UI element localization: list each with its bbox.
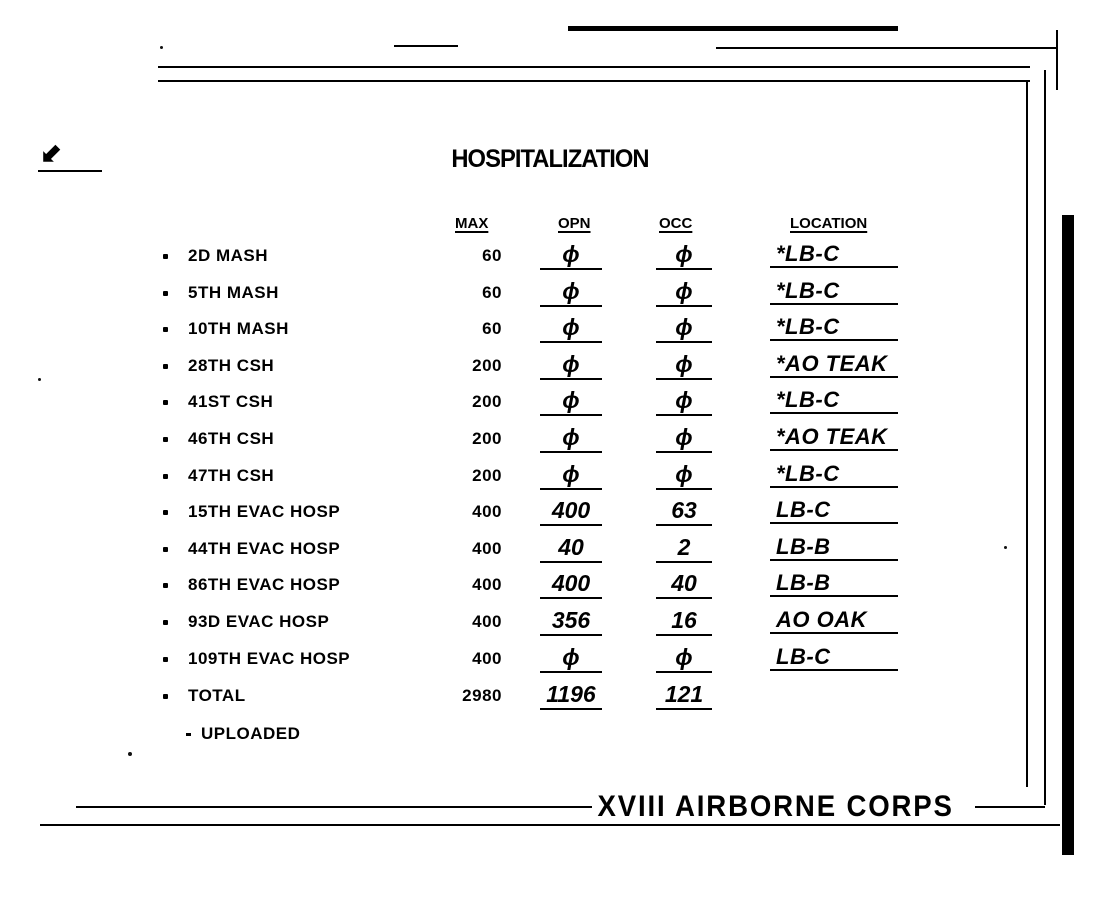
- top-rule-thick: [568, 26, 898, 31]
- unit-name: 44TH EVAC HOSP: [188, 538, 341, 558]
- occ-value: ϕ: [656, 350, 712, 380]
- bullet: [163, 327, 168, 332]
- location-value: *AO TEAK: [770, 350, 898, 378]
- location-value: LB-C: [770, 496, 898, 524]
- unit-name: 46TH CSH: [188, 429, 275, 448]
- occ-value: 2: [656, 533, 712, 563]
- location-value: *LB-C: [770, 313, 898, 341]
- unit-name: 41ST CSH: [188, 392, 274, 412]
- table-row: [0, 352, 1104, 382]
- table-row: [0, 498, 1104, 528]
- unit-name: 93D EVAC HOSP: [188, 612, 330, 631]
- max-capacity: 60: [482, 282, 502, 302]
- location-value: *LB-C: [770, 277, 898, 305]
- page-title: HOSPITALIZATION: [451, 145, 649, 173]
- occ-value: ϕ: [656, 460, 712, 490]
- bullet: [163, 657, 168, 662]
- total-label: TOTAL: [188, 686, 246, 705]
- max-capacity: 200: [472, 429, 502, 448]
- bullet: [163, 400, 168, 405]
- max-capacity: 60: [482, 246, 502, 265]
- max-capacity: 400: [472, 538, 502, 558]
- top-rule-right: [716, 47, 1056, 49]
- location-value: *LB-C: [770, 460, 898, 488]
- table-row: [0, 571, 1104, 601]
- occ-value: ϕ: [656, 423, 712, 453]
- opn-value: 356: [540, 606, 602, 636]
- header-occ: OCC: [659, 215, 693, 232]
- total-row: [0, 682, 1104, 712]
- max-capacity: 400: [472, 648, 502, 668]
- footer-rule-top: [76, 806, 596, 808]
- max-capacity: 400: [472, 502, 502, 522]
- max-capacity: 200: [472, 465, 502, 485]
- opn-value: ϕ: [540, 240, 602, 270]
- frame-top-inner: [158, 80, 1030, 82]
- speck: [128, 752, 132, 756]
- bullet: [163, 620, 168, 625]
- total-occ: 121: [656, 680, 712, 710]
- bullet: [163, 583, 168, 588]
- dash-mark: [186, 733, 191, 736]
- frame-top-outer: [158, 66, 1030, 68]
- bullet: [163, 437, 168, 442]
- unit-name: 10TH MASH: [188, 319, 289, 339]
- opn-value: ϕ: [540, 423, 602, 453]
- bullet: [163, 364, 168, 369]
- location-value: AO OAK: [770, 606, 898, 634]
- unit-name: 2D MASH: [188, 246, 269, 265]
- table-row: [0, 315, 1104, 345]
- location-value: *LB-C: [770, 240, 898, 268]
- table-row: [0, 242, 1104, 272]
- occ-value: ϕ: [656, 277, 712, 307]
- table-row: [0, 535, 1104, 565]
- total-max: 2980: [462, 686, 502, 705]
- occ-value: ϕ: [656, 643, 712, 673]
- table-row: [0, 388, 1104, 418]
- table-row: [0, 608, 1104, 638]
- opn-value: 400: [540, 569, 602, 599]
- unit-name: 47TH CSH: [188, 465, 275, 485]
- margin-arrow-mark: ⬋: [40, 138, 62, 168]
- uploaded-footnote: [186, 724, 300, 744]
- location-value: LB-B: [770, 533, 898, 561]
- unit-name: 15TH EVAC HOSP: [188, 502, 341, 522]
- total-opn: 1196: [540, 680, 602, 710]
- header-max: MAX: [455, 215, 489, 232]
- frame-right-edge: [1056, 30, 1058, 90]
- occ-value: 16: [656, 606, 712, 636]
- footer-rule-bottom: [40, 824, 1060, 826]
- max-capacity: 400: [472, 612, 502, 631]
- max-capacity: 200: [472, 392, 502, 412]
- bullet: [163, 474, 168, 479]
- table-row: [0, 425, 1104, 455]
- bullet: [163, 291, 168, 296]
- footer-rule-right: [975, 806, 1045, 808]
- header-location: LOCATION: [790, 215, 868, 232]
- location-value: LB-C: [770, 643, 898, 671]
- table-row: [0, 645, 1104, 675]
- opn-value: 400: [540, 496, 602, 526]
- bullet: [163, 547, 168, 552]
- occ-value: ϕ: [656, 240, 712, 270]
- opn-value: ϕ: [540, 350, 602, 380]
- occ-value: 40: [656, 569, 712, 599]
- opn-value: ϕ: [540, 460, 602, 490]
- max-capacity: 60: [482, 319, 502, 339]
- header-opn: OPN: [558, 215, 591, 232]
- location-value: *AO TEAK: [770, 423, 898, 451]
- speck: [160, 46, 163, 49]
- table-row: [0, 462, 1104, 492]
- location-value: LB-B: [770, 569, 898, 597]
- location-value: *LB-C: [770, 386, 898, 414]
- left-dash: [38, 170, 102, 172]
- occ-value: ϕ: [656, 386, 712, 416]
- bullet: [163, 254, 168, 259]
- occ-value: 63: [656, 496, 712, 526]
- unit-name: 86TH EVAC HOSP: [188, 575, 341, 595]
- opn-value: ϕ: [540, 277, 602, 307]
- opn-value: ϕ: [540, 643, 602, 673]
- unit-name: 28TH CSH: [188, 355, 275, 375]
- bullet: [163, 510, 168, 515]
- table-row: [0, 279, 1104, 309]
- bullet: [163, 694, 168, 699]
- opn-value: ϕ: [540, 386, 602, 416]
- top-rule-short: [394, 45, 458, 47]
- unit-name: 109TH EVAC HOSP: [188, 648, 351, 668]
- max-capacity: 400: [472, 575, 502, 595]
- opn-value: ϕ: [540, 313, 602, 343]
- opn-value: 40: [540, 533, 602, 563]
- footer-brand: XVIII AIRBORNE CORPS: [592, 790, 959, 824]
- footnote-text: UPLOADED: [201, 724, 301, 743]
- max-capacity: 200: [472, 355, 502, 375]
- unit-name: 5TH MASH: [188, 282, 279, 302]
- occ-value: ϕ: [656, 313, 712, 343]
